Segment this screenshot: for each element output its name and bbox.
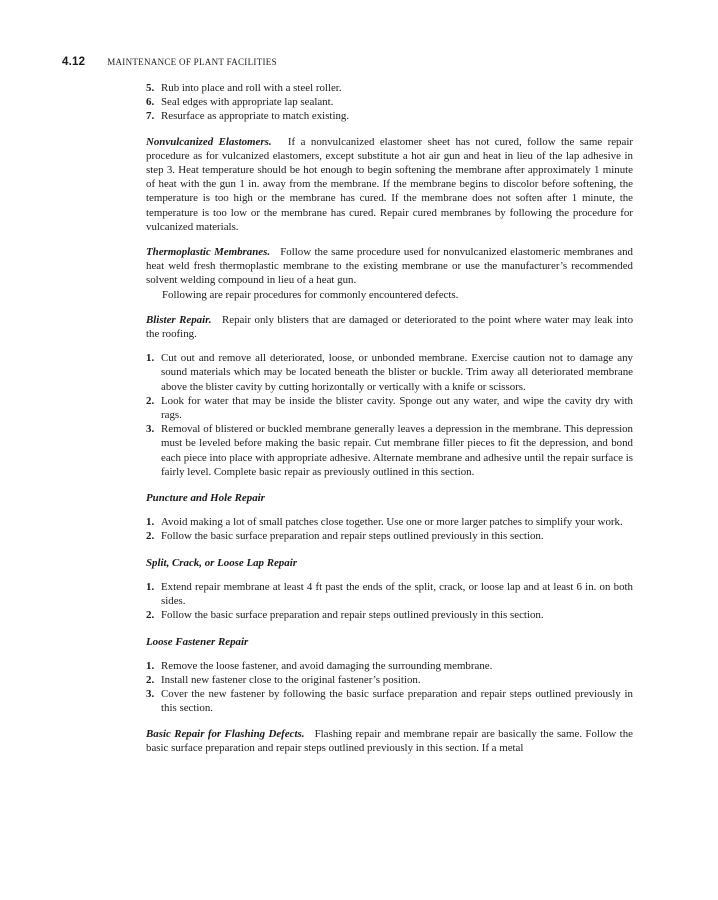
thermoplastic-heading: Thermoplastic Membranes. xyxy=(146,246,271,259)
item-text: Removal of blistered or buckled membrane generally leaves a depression in the membrane. This depression must be leveled before making the basic repair. Cut membrane filler pieces to fit the depression, and bond each piece into place with appropriate adhesive. Alternate membrane and adhesive until the repair surface is fairly level. Complete basic repair as previously outlined in this section. xyxy=(161,423,633,478)
item-text: Follow the basic surface preparation and repair steps outlined previously in this section. xyxy=(161,530,544,543)
list-item xyxy=(146,580,633,608)
list-item xyxy=(146,351,633,394)
list-item xyxy=(146,422,633,479)
item-text: Avoid making a lot of small patches close together. Use one or more larger patches to simplify your work. xyxy=(161,516,623,529)
nonvulcanized-heading: Nonvulcanized Elastomers. xyxy=(146,135,272,148)
item-number: 1. xyxy=(146,659,155,672)
flashing-text: Flashing repair and membrane repair are basically the same. Follow the basic surface preparation and repair steps outlined previously in this section. If a metal xyxy=(146,727,633,754)
item-text: Install new fastener close to the original fastener’s position. xyxy=(161,673,421,686)
list-item xyxy=(146,515,633,529)
blister-steps-list xyxy=(146,351,633,479)
item-number: 3. xyxy=(146,423,155,436)
thermoplastic-paragraph xyxy=(146,245,633,288)
list-item xyxy=(146,608,633,622)
puncture-heading: Puncture and Hole Repair xyxy=(146,492,265,505)
running-title: MAINTENANCE OF PLANT FACILITIES xyxy=(107,57,277,67)
item-text: Look for water that may be inside the blister cavity. Sponge out any water, and wipe the cavity dry with rags. xyxy=(161,394,633,422)
fastener-steps-list xyxy=(146,659,633,716)
item-text: Rub into place and roll with a steel roller. xyxy=(161,82,342,94)
item-text: Remove the loose fastener, and avoid damaging the surrounding membrane. xyxy=(161,659,493,672)
list-item xyxy=(146,529,633,543)
item-text: Extend repair membrane at least 4 ft past the ends of the split, crack, or loose lap and at least 6 in. on both sides. xyxy=(161,580,633,608)
item-number: 7. xyxy=(146,110,155,123)
puncture-steps-list xyxy=(146,515,633,543)
item-number: 5. xyxy=(146,82,155,94)
item-text: Follow the basic surface preparation and repair steps outlined previously in this section. xyxy=(161,609,544,622)
blister-paragraph xyxy=(146,313,633,341)
split-steps-list xyxy=(146,580,633,623)
item-number: 2. xyxy=(146,609,155,622)
list-item xyxy=(146,673,633,687)
item-number: 1. xyxy=(146,352,155,365)
thermoplastic-text: Follow the same procedure used for nonvulcanized elastomeric membranes and heat weld fresh thermoplastic membrane to the existing membrane or use the manufacturer’s recommended solvent welding compound in lieu of a heat gun. xyxy=(146,246,633,287)
page-number: 4.12 xyxy=(62,56,86,68)
item-number: 1. xyxy=(146,580,155,593)
item-number: 3. xyxy=(146,688,155,701)
list-item xyxy=(146,81,633,95)
flashing-paragraph xyxy=(146,727,633,755)
list-item xyxy=(146,394,633,422)
list-item xyxy=(146,109,633,123)
item-number: 1. xyxy=(146,516,155,529)
split-heading: Split, Crack, or Loose Lap Repair xyxy=(146,556,297,569)
item-text: Seal edges with appropriate lap sealant. xyxy=(161,96,334,109)
defects-intro: Following are repair procedures for commonly encountered defects. xyxy=(162,288,459,301)
list-item xyxy=(146,687,633,715)
running-header xyxy=(62,52,277,70)
list-item xyxy=(146,95,633,109)
item-number: 2. xyxy=(146,530,155,543)
item-number: 2. xyxy=(146,673,155,686)
fastener-heading: Loose Fastener Repair xyxy=(146,635,249,648)
flashing-heading: Basic Repair for Flashing Defects. xyxy=(146,727,305,740)
nonvulcanized-paragraph xyxy=(146,135,633,234)
blister-heading: Blister Repair. xyxy=(146,313,212,326)
blister-text: Repair only blisters that are damaged or deteriorated to the point where water may leak into the roofing. xyxy=(146,313,634,341)
item-number: 2. xyxy=(146,394,155,407)
steps-list-continued xyxy=(146,81,633,124)
list-item xyxy=(146,659,633,673)
item-text: Cover the new fastener by following the basic surface preparation and repair steps outlined previously in this section. xyxy=(161,688,633,715)
item-text: Resurface as appropriate to match existing. xyxy=(161,110,350,123)
page-body xyxy=(146,81,633,755)
item-text: Cut out and remove all deteriorated, loose, or unbonded membrane. Exercise caution not to damage any sound materials which may be located beneath the blister or buckle. Trim away all deteriorated membrane above the blister cavity by cutting horizontally or vertically with a knife or scissors. xyxy=(161,352,633,393)
nonvulcanized-text: If a nonvulcanized elastomer sheet has not cured, follow the same repair procedure as for vulcanized elastomers, except substitute a hot air gun and heat in lieu of the lap adhesive in step 3. Heat temperature should be hot enough to begin softening the membrane after approximately 1 minute of heat with the gun 1 in. away from the membrane. If the membrane begins to discolor before softening, the temperature is too high or the membrane has cured. If the membrane does not soften after 1 minute, the temperature is too low or the membrane has cured. Repair cured membranes by following the procedure for vulcanized materials. xyxy=(146,135,633,233)
item-number: 6. xyxy=(146,96,155,109)
